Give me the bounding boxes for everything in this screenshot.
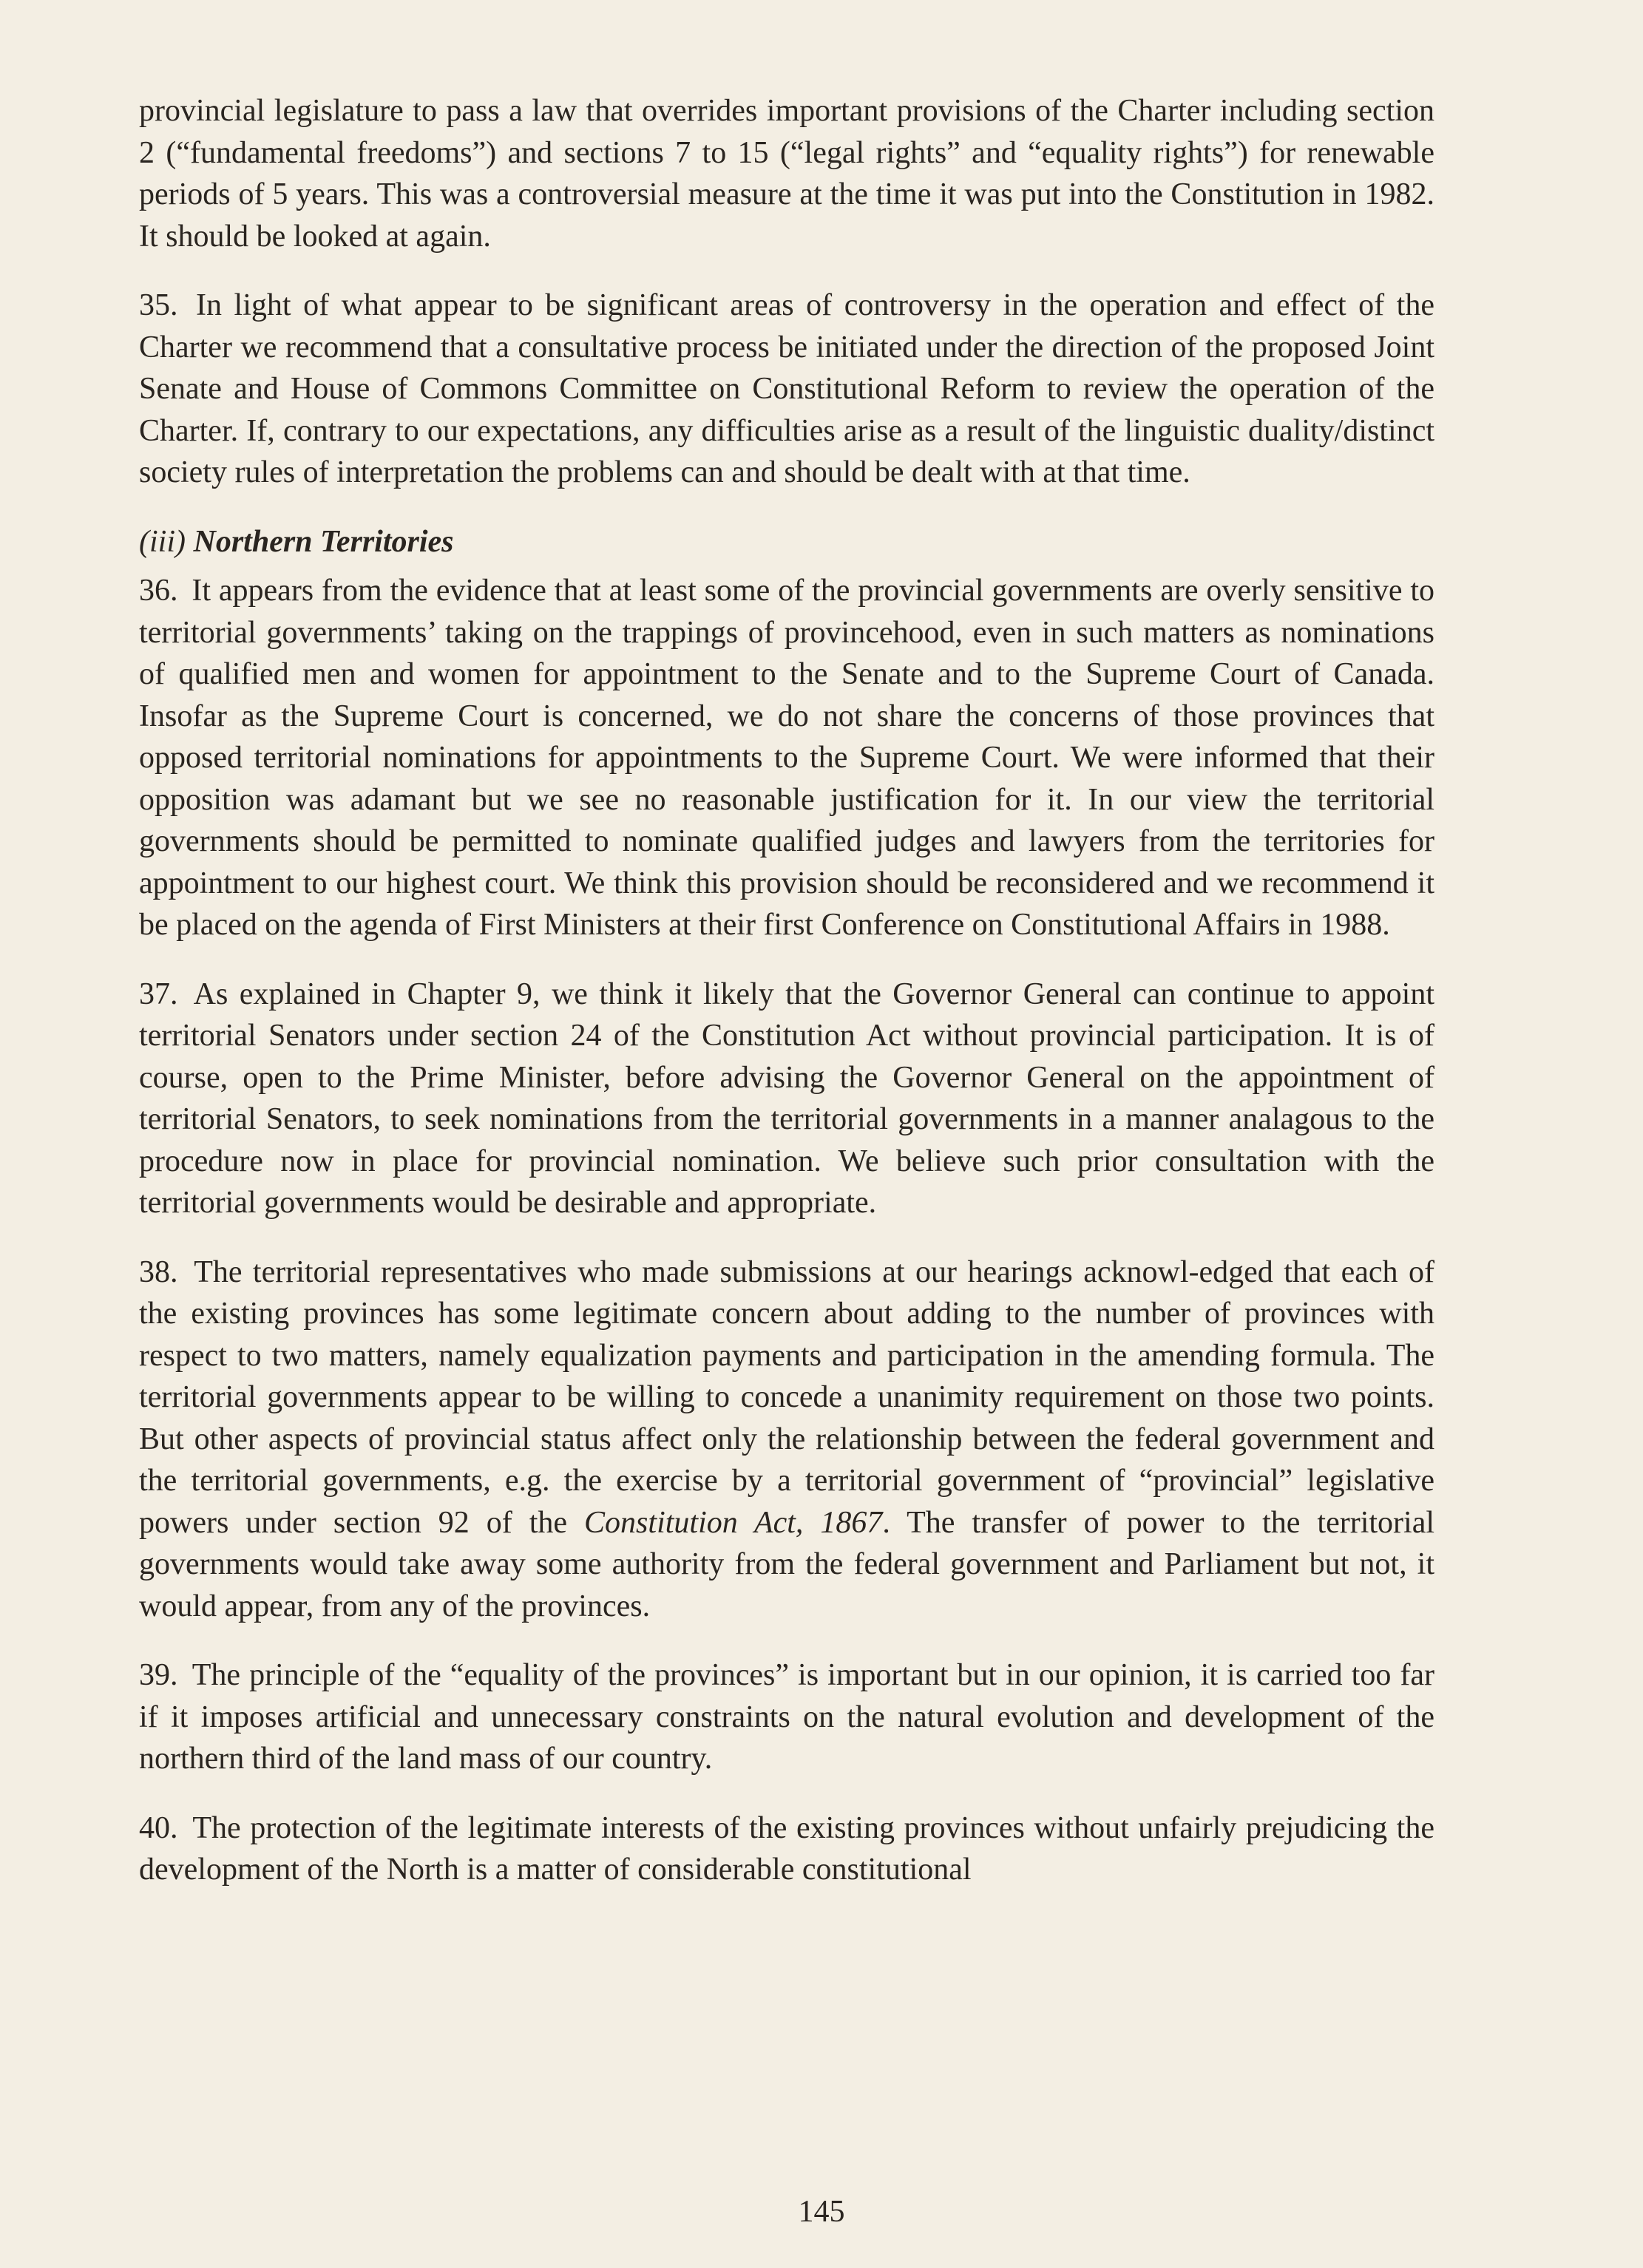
- paragraph-text: The protection of the legitimate interests of the existing provinces without unfairly prejudicing the development of the North is a matter of considerable constitutional: [139, 1810, 1434, 1887]
- heading-title: Northern Territories: [193, 524, 454, 559]
- paragraph-number: 38.: [139, 1254, 178, 1289]
- paragraph-number: 35.: [139, 288, 178, 322]
- paragraph-39: [139, 1654, 1434, 1780]
- paragraph-text: The principle of the “equality of the provinces” is important but in our opinion, it is carried too far if it imposes artificial and unnecessary constraints on the natural evolution and development of the northern third of the land mass of our country.: [139, 1658, 1434, 1776]
- paragraph-40: [139, 1807, 1434, 1891]
- paragraph-text: The territorial representatives who made submissions at our hearings acknowl-edged that each of the existing provinces has some legitimate concern about adding to the number of provinces with respect to two matters, namely equalization payments and participation in the amending formula. The territorial governments appear to be willing to concede a unanimity requirement on those two points. But other aspects of provincial status affect only the relationship between the federal government and the territorial governments, e.g. the exercise by a territorial government of “provincial” legislative powers under section 92 of the: [139, 1254, 1434, 1540]
- paragraph-number: 40.: [139, 1810, 178, 1845]
- section-heading: [139, 521, 1434, 563]
- paragraph-35: [139, 285, 1434, 494]
- heading-number: (iii): [139, 524, 186, 559]
- page-number: 145: [798, 2195, 845, 2229]
- paragraph-text: In light of what appear to be significant areas of controversy in the operation and effect of the Charter we recommend that a consultative process be initiated under the direction of the proposed Joint Senate and House of Commons Committee on Constitutional Reform to review the operation of the Charter. If, contrary to our expectations, any difficulties arise as a result of the linguistic duality/distinct society rules of interpretation the problems can and should be dealt with at that time.: [139, 288, 1434, 489]
- act-citation: Constitution Act, 1867: [584, 1505, 883, 1540]
- paragraph-38: [139, 1252, 1434, 1628]
- paragraph-continued: provincial legislature to pass a law that overrides important provisions of the Charter including section 2 (“fundamental freedoms”) and sections 7 to 15 (“legal rights” and “equality rights”) for renewable periods of 5 years. This was a controversial measure at the time it was put into the Constitution in 1982. It should be looked at again.: [139, 94, 1434, 254]
- paragraph-text: As explained in Chapter 9, we think it likely that the Governor General can continue to appoint territorial Senators under section 24 of the Constitution Act without provincial participation. It is of course, open to the Prime Minister, before advising the Governor General on the appointment of territorial Senators, to seek nominations from the territorial governments in a manner analagous to the procedure now in place for provincial nomination. We believe such prior consultation with the territorial governments would be desirable and appropriate.: [139, 977, 1434, 1220]
- paragraph-36: [139, 570, 1434, 946]
- paragraph-text-end: . The transfer of power to the territorial governments would take away some authority from the federal government and Parliament but not, it would appear, from any of the provinces.: [139, 1505, 1435, 1623]
- paragraph-number: 39.: [139, 1658, 178, 1692]
- paragraph-text: It appears from the evidence that at least some of the provincial governments are overly sensitive to territorial governments’ taking on the trappings of provincehood, even in such matters as nominations of qualified men and women for appointment to the Senate and to the Supreme Court of Canada. Insofar as the Supreme Court is concerned, we do not share the concerns of those provinces that opposed territorial nominations for appointments to the Supreme Court. We were informed that their opposition was adamant but we see no reasonable justification for it. In our view the territorial governments should be permitted to nominate qualified judges and lawyers from the territories for appointment to our highest court. We think this provision should be reconsidered and we recommend it be placed on the agenda of First Ministers at their first Conference on Constitutional Affairs in 1988.: [139, 574, 1435, 942]
- body-text: [139, 90, 1434, 1918]
- paragraph-37: [139, 974, 1434, 1224]
- paragraph-number: 37.: [139, 977, 178, 1011]
- paragraph-number: 36.: [139, 574, 178, 608]
